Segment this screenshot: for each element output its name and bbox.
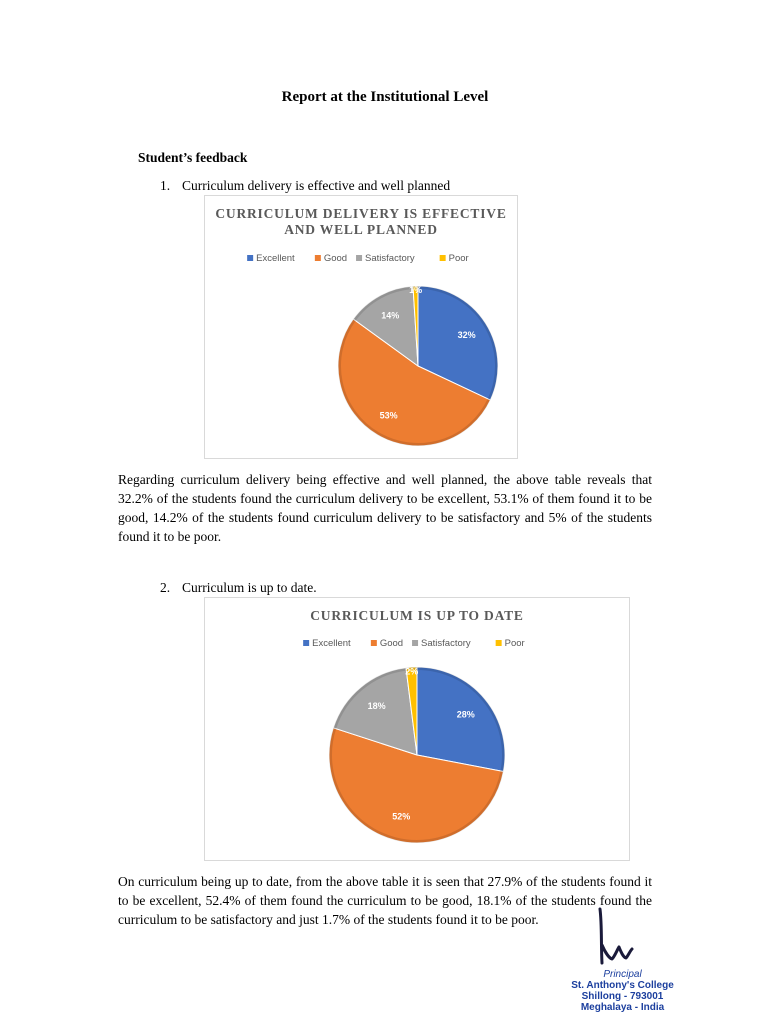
legend-swatch	[496, 640, 502, 646]
signature-state: Meghalaya - India	[580, 1002, 665, 1013]
chart-title: CURRICULUM IS UP TO DATE	[310, 608, 524, 623]
legend-label: Excellent	[312, 638, 351, 649]
principal-signature-stamp	[560, 905, 685, 1020]
legend-swatch	[315, 255, 321, 261]
legend-label: Poor	[504, 638, 525, 649]
legend-swatch	[440, 255, 446, 261]
chart-title: CURRICULUM DELIVERY IS EFFECTIVE	[215, 206, 507, 221]
legend-swatch	[247, 255, 253, 261]
legend-item	[303, 638, 351, 649]
report-title: Report at the Institutional Level	[281, 89, 489, 105]
legend-label: Excellent	[256, 253, 295, 264]
chart-title: AND WELL PLANNED	[284, 222, 438, 237]
legend-item	[440, 253, 469, 264]
data-label: 14%	[381, 310, 400, 321]
item-label: Curriculum is up to date.	[182, 580, 317, 595]
chart-container	[204, 597, 630, 861]
data-label: 1%	[409, 285, 423, 296]
list-item	[160, 178, 450, 194]
pie-chart-curriculum-delivery	[205, 196, 517, 458]
paragraph: On curriculum being up to date, from the above table it is seen that 27.9% of the students found it to be excellent, 52.4% of them found the curriculum to be good, 18.1% of the students found the curriculum to be satisfactory and just 1.7% of the students found it to be poor.	[118, 874, 652, 927]
legend-swatch	[303, 640, 309, 646]
legend-item	[315, 253, 347, 264]
data-label: 18%	[367, 701, 386, 712]
signature-title: Principal	[603, 969, 642, 980]
signature-city: Shillong - 793001	[581, 991, 664, 1002]
legend-label: Satisfactory	[365, 253, 415, 264]
chart-container	[204, 195, 518, 459]
signature-mark	[560, 905, 685, 970]
pie-chart-curriculum-up-to-date	[205, 598, 629, 860]
legend-label: Poor	[448, 253, 469, 264]
data-label: 53%	[379, 410, 398, 421]
legend-label: Satisfactory	[421, 638, 471, 649]
legend-swatch	[412, 640, 418, 646]
data-label: 2%	[405, 666, 419, 677]
legend-swatch	[371, 640, 377, 646]
signature-college: St. Anthony's College	[571, 980, 674, 991]
legend-label: Good	[323, 253, 348, 264]
list-item	[160, 580, 317, 596]
legend-item	[356, 253, 415, 264]
data-label: 52%	[392, 811, 411, 822]
legend-swatch	[356, 255, 362, 261]
legend-item	[496, 638, 525, 649]
item-number: 2.	[160, 580, 171, 595]
legend-item	[247, 253, 295, 264]
item-label: Curriculum delivery is effective and well planned	[182, 178, 451, 193]
legend-item	[412, 638, 471, 649]
item-number: 1.	[160, 178, 171, 193]
data-label: 28%	[456, 709, 475, 720]
data-label: 32%	[457, 330, 476, 341]
paragraph: Regarding curriculum delivery being effective and well planned, the above table reveals that 32.2% of the students found the curriculum delivery to be excellent, 53.1% of them found it to be good, 14.2% of the students found curriculum delivery to be satisfactory and 5% of the students found it to be poor.	[118, 472, 652, 544]
legend-label: Good	[379, 638, 404, 649]
legend-item	[371, 638, 403, 649]
section-heading: Student’s feedback	[138, 150, 248, 165]
